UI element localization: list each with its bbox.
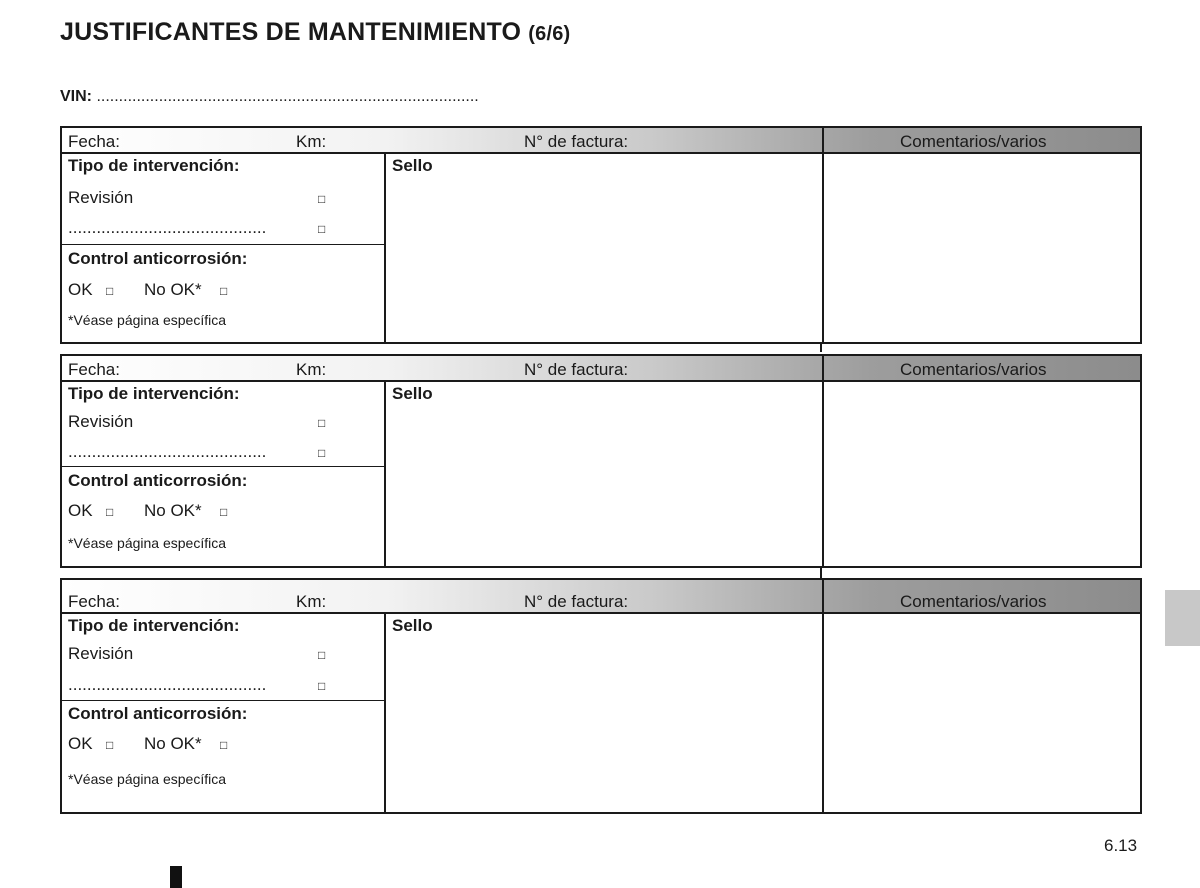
vin-label: VIN: (60, 88, 92, 105)
footnote: *Véase página específica (68, 312, 226, 328)
factura-label: N° de factura: (524, 132, 629, 151)
ok-checkbox[interactable]: □ (106, 284, 114, 298)
tipo-intervencion-label: Tipo de intervención: (68, 616, 240, 635)
revision-checkbox[interactable]: □ (318, 192, 326, 206)
revision-label: Revisión (68, 644, 134, 663)
nook-label: No OK* (144, 734, 202, 753)
other-checkbox[interactable]: □ (318, 679, 326, 693)
fecha-label: Fecha: (68, 592, 120, 611)
footnote: *Véase página específica (68, 771, 226, 787)
vin-line (60, 88, 479, 106)
sello-label: Sello (392, 616, 433, 635)
nook-checkbox[interactable]: □ (220, 284, 228, 298)
other-dots: .......................................... (68, 442, 267, 461)
title-sub: (6/6) (528, 23, 571, 45)
record-header (60, 354, 1142, 382)
ok-label: OK (68, 280, 93, 299)
revision-label: Revisión (68, 188, 134, 207)
fecha-label: Fecha: (68, 132, 120, 151)
ok-checkbox[interactable]: □ (106, 738, 114, 752)
other-checkbox[interactable]: □ (318, 446, 326, 460)
sello-label: Sello (392, 384, 433, 403)
revision-checkbox[interactable]: □ (318, 648, 326, 662)
crop-mark (170, 866, 182, 888)
fecha-label: Fecha: (68, 360, 120, 379)
km-label: Km: (296, 592, 327, 611)
comentarios-label: Comentarios/varios (900, 360, 1047, 379)
record-body (60, 612, 1142, 814)
section-tab (1165, 590, 1200, 646)
footnote: *Véase página específica (68, 535, 226, 551)
control-anticorrosion-label: Control anticorrosión: (68, 704, 248, 723)
control-anticorrosion-label: Control anticorrosión: (68, 249, 248, 268)
record-header (60, 578, 1142, 614)
vin-dots: ...................................................................................... (96, 88, 479, 105)
other-checkbox[interactable]: □ (318, 222, 326, 236)
factura-label: N° de factura: (524, 360, 629, 379)
tipo-intervencion-label: Tipo de intervención: (68, 384, 240, 403)
tipo-intervencion-label: Tipo de intervención: (68, 156, 240, 175)
nook-checkbox[interactable]: □ (220, 505, 228, 519)
page-number: 6.13 (1104, 836, 1138, 855)
factura-label: N° de factura: (524, 592, 629, 611)
comentarios-label: Comentarios/varios (900, 592, 1047, 611)
other-dots: .......................................... (68, 675, 267, 694)
km-label: Km: (296, 132, 327, 151)
ok-label: OK (68, 501, 93, 520)
ok-checkbox[interactable]: □ (106, 505, 114, 519)
revision-label: Revisión (68, 412, 134, 431)
record-body (60, 380, 1142, 568)
ok-label: OK (68, 734, 93, 753)
page-title (60, 18, 570, 47)
title-main: JUSTIFICANTES DE MANTENIMIENTO (60, 18, 522, 46)
comentarios-label: Comentarios/varios (900, 132, 1047, 151)
nook-checkbox[interactable]: □ (220, 738, 228, 752)
maintenance-record-3 (60, 578, 1142, 814)
nook-label: No OK* (144, 501, 202, 520)
km-label: Km: (296, 360, 327, 379)
record-header (60, 126, 1142, 154)
sello-label: Sello (392, 156, 433, 175)
maintenance-record-2 (60, 354, 1142, 568)
nook-label: No OK* (144, 280, 202, 299)
record-body (60, 152, 1142, 344)
control-anticorrosion-label: Control anticorrosión: (68, 471, 248, 490)
maintenance-record-1 (60, 126, 1142, 344)
other-dots: .......................................... (68, 218, 267, 237)
revision-checkbox[interactable]: □ (318, 416, 326, 430)
